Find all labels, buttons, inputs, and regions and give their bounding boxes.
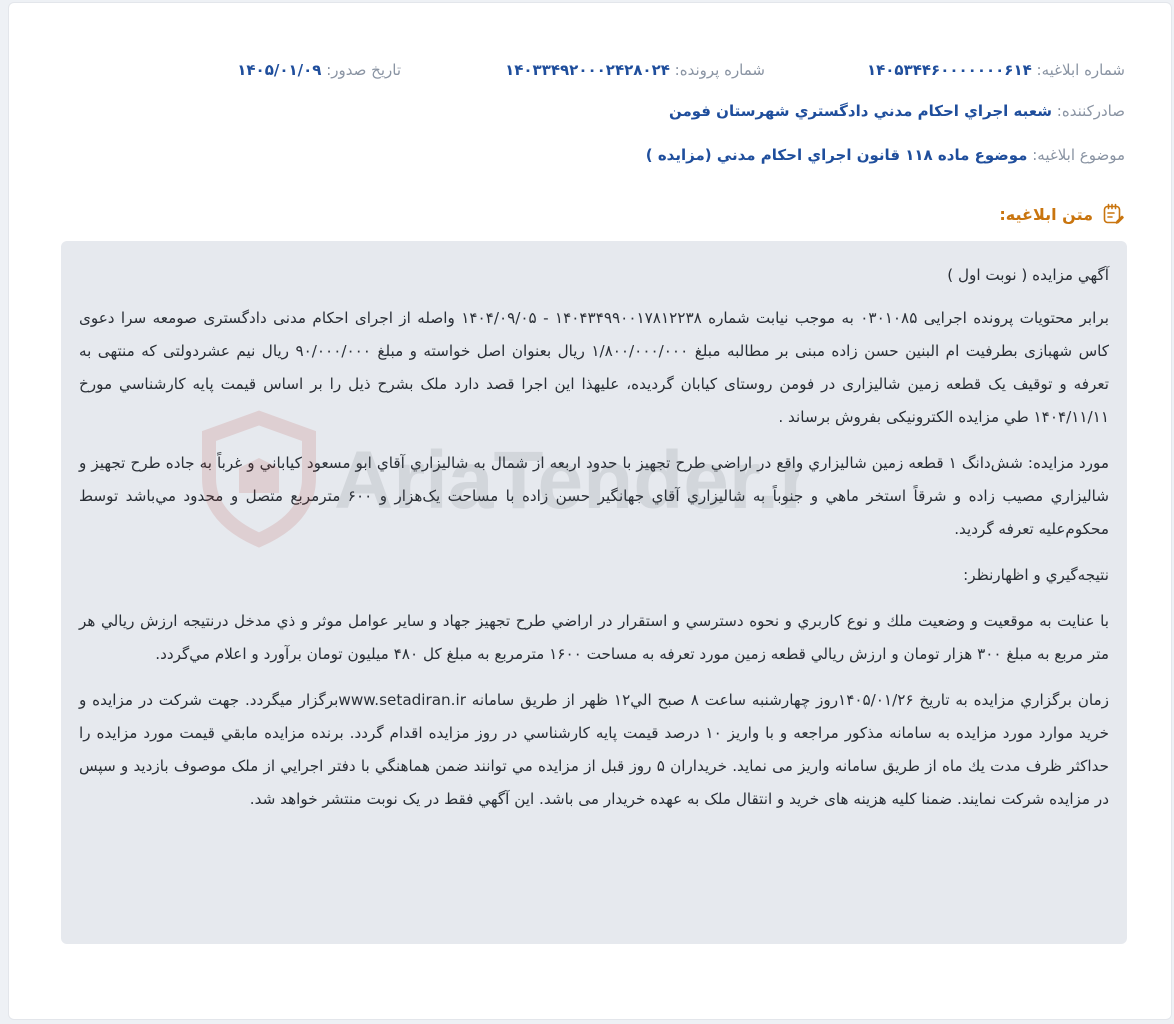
notice-paragraph: مورد مزایده: شش‌دانگ ۱ قطعه زمین شالیزاري واقع در اراضي طرح تجهیز با حدود اربعه از شمال به شالیزاري آقاي ابو مسعود کیاباني و غرباً به جاده طرح تجهیز و شالیزاري مصیب زاده و شرقاً استخر ماهي و جنوباً به شالیزاري آقاي جهانگیر حسن زاده با مساحت یک‌هزار و ۶۰۰ مترمربع متصل و محدود مي‌باشد توسط محکوم‌علیه تعرفه گردید. — [79, 454, 1109, 538]
notice-heading: آگهي مزایده ( نوبت اول ) — [947, 266, 1109, 284]
case-number-field — [505, 61, 765, 79]
subject-label: موضوع ابلاغیه: — [1032, 146, 1125, 164]
case-number-label: شماره پرونده: — [674, 61, 765, 79]
issue-date-label: تاریخ صدور: — [326, 61, 401, 79]
notice-paragraph: برابر محتویات پرونده اجرایی ۰۳۰۱۰۸۵ به موجب نیابت شماره ۱۴۰۴۳۴۹۹۰۰۱۷۸۱۲۲۳۸ - ۱۴۰۴/۰۹/۰۵ واصله از اجرای احکام مدنی دادگستری صومعه سرا دعوی کاس شهبازی بطرفیت ام البنین حسن زاده مبنی بر مطالبه مبلغ ۱/۸۰۰/۰۰۰/۰۰۰ ریال بعنوان اصل خواسته و مبلغ ۹۰/۰۰۰/۰۰۰ ریال نیم عشردولتی که منتهی به تعرفه و توقیف یک قطعه زمین شالیزاری در فومن روستای کیابان گردیده، علیهذا این اجرا قصد دارد ملک بشرح ذیل را بر اساس قیمت پایه کارشناسي مورخ ۱۴۰۴/۱۱/۱۱ طي مزایده الکترونیکی بفروش برساند . — [79, 309, 1109, 426]
issuer-field — [49, 102, 1125, 120]
subject-value: موضوع ماده ۱۱۸ قانون اجراي احکام مدني (مزایده ) — [645, 146, 1028, 164]
issue-date-field — [237, 61, 401, 79]
notice-card — [8, 2, 1172, 1020]
notice-number-value: ۱۴۰۵۳۴۴۶۰۰۰۰۰۰۰۶۱۴ — [866, 61, 1032, 79]
section-title-label: متن ابلاغیه: — [999, 204, 1093, 224]
notice-number-label: شماره ابلاغیه: — [1036, 61, 1125, 79]
notice-body — [61, 241, 1127, 944]
issue-date-value: ۱۴۰۵/۰۱/۰۹ — [237, 61, 322, 79]
notice-number-field — [867, 61, 1125, 79]
subject-field — [49, 146, 1125, 164]
notepad-icon — [1101, 202, 1125, 226]
notice-paragraph: نتیجه‌گیري و اظهارنظر: — [963, 566, 1109, 584]
case-number-value: ۱۴۰۳۳۴۹۲۰۰۰۲۴۲۸۰۲۴ — [505, 61, 670, 79]
issuer-label: صادرکننده: — [1056, 102, 1125, 120]
section-title — [999, 202, 1125, 226]
issuer-value: شعبه اجراي احکام مدني دادگستري شهرستان فومن — [668, 102, 1052, 120]
notice-paragraph: با عنایت به موقعیت و وضعیت ملك و نوع کاربري و نحوه دسترسي و استقرار در اراضي طرح تجهیز جهاد و سایر عوامل موثر و ذي مدخل درنتیجه ارزش ریالي هر متر مربع به مبلغ ۳۰۰ هزار تومان و ارزش ریالي قطعه زمین مورد تعرفه به مساحت ۱۶۰۰ مترمربع به مبلغ کل ۴۸۰ میلیون تومان برآورد و اعلام مي‌گردد. — [79, 612, 1109, 663]
notice-paragraph: زمان برگزاري مزایده به تاریخ ۱۴۰۵/۰۱/۲۶روز چهارشنبه ساعت ۸ صبح الي۱۲ ظهر از طریق سامانه www.setadiran.irبرگزار میگردد. جهت شرکت در مزایده و خرید موارد مورد مزایده به سامانه مذکور مراجعه و با واریز ۱۰ درصد قیمت پایه کارشناسي در روز مزایده اقدام گردد. برنده مزایده مابقي قیمت مورد مزایده را حداکثر ظرف مدت یك ماه از طریق سامانه واریز می نماید. خریداران ۵ روز قبل از مزایده مي توانند ضمن هماهنگي با دفتر اجرایي از ملک موصوف بازدید و سپس در مزایده شرکت نمایند. ضمنا کلیه هزینه های خرید و انتقال ملک به عهده خریدار می باشد. این آگهي فقط در یک نوبت منتشر خواهد شد. — [79, 691, 1110, 808]
header-row — [49, 61, 1125, 83]
